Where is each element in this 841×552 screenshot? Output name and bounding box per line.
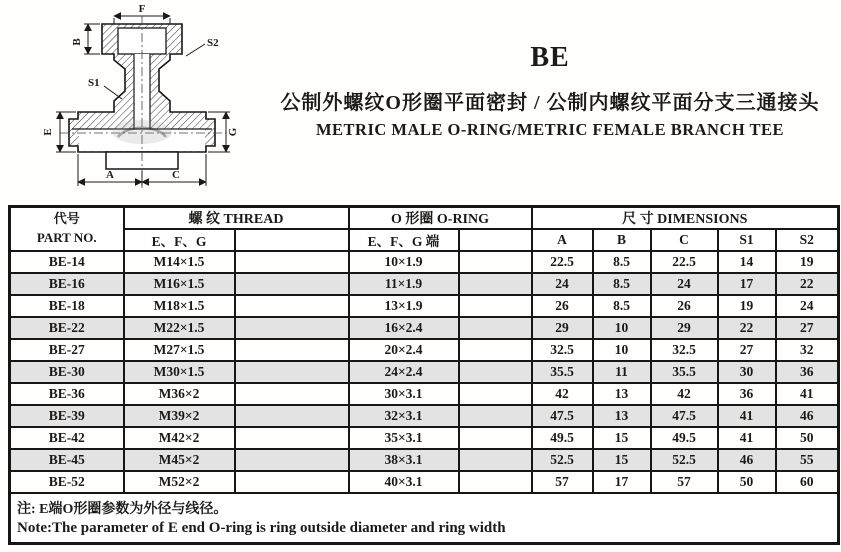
dim-b	[84, 24, 100, 54]
oring-cell-blank	[459, 427, 532, 449]
dim-c-cell: 49.5	[651, 427, 718, 449]
oring-cell-blank	[459, 295, 532, 317]
thread-cell: M45×2	[124, 449, 235, 471]
dim-s1-cell: 46	[718, 449, 776, 471]
header-thread-sub: E、F、G	[124, 229, 235, 251]
dim-label-c: C	[172, 169, 180, 181]
dim-a-cell: 24	[532, 273, 593, 295]
dim-s2-cell: 22	[776, 273, 839, 295]
dim-b-cell: 13	[593, 383, 651, 405]
table-row	[10, 449, 839, 471]
oring-cell-blank	[459, 405, 532, 427]
thread-cell-blank	[235, 339, 349, 361]
dim-label-e: E	[42, 128, 54, 136]
header-oring-group: O 形圈 O-RING	[349, 207, 532, 230]
header-dim-c: C	[651, 229, 718, 251]
dim-s2-cell: 27	[776, 317, 839, 339]
part-no-cell: BE-22	[10, 317, 124, 339]
part-no-cell: BE-18	[10, 295, 124, 317]
oring-cell: 35×3.1	[349, 427, 459, 449]
dim-c-cell: 42	[651, 383, 718, 405]
thread-cell: M27×1.5	[124, 339, 235, 361]
dim-b-cell: 15	[593, 427, 651, 449]
dim-label-b: B	[71, 38, 83, 46]
oring-cell: 10×1.9	[349, 251, 459, 273]
oring-cell-blank	[459, 361, 532, 383]
table-row	[10, 273, 839, 295]
series-code: BE	[530, 42, 570, 73]
dim-label-g: G	[227, 127, 239, 137]
table-row	[10, 471, 839, 493]
thread-cell-blank	[235, 449, 349, 471]
dim-s2-cell: 60	[776, 471, 839, 493]
oring-cell: 11×1.9	[349, 273, 459, 295]
part-no-cell: BE-36	[10, 383, 124, 405]
header-dim-a: A	[532, 229, 593, 251]
part-no-cell: BE-14	[10, 251, 124, 273]
table-row	[10, 295, 839, 317]
dim-a-cell: 32.5	[532, 339, 593, 361]
note-english: Note:The parameter of E end O-ring is ring outside diameter and ring width	[17, 520, 506, 536]
dim-s1-cell: 27	[718, 339, 776, 361]
dim-b-cell: 17	[593, 471, 651, 493]
subtitle-chinese: 公制外螺纹O形圈平面密封 / 公制内螺纹平面分支三通接头	[280, 92, 820, 114]
dim-label-f: F	[138, 3, 146, 15]
dim-b-cell: 10	[593, 317, 651, 339]
thread-cell: M22×1.5	[124, 317, 235, 339]
title-block	[270, 42, 830, 140]
part-no-cell: BE-30	[10, 361, 124, 383]
thread-cell-blank	[235, 273, 349, 295]
s2-leader	[186, 44, 205, 56]
dim-c-cell: 24	[651, 273, 718, 295]
header-dimensions-group: 尺 寸 DIMENSIONS	[532, 207, 839, 230]
dim-b-cell: 8.5	[593, 273, 651, 295]
dim-a-cell: 49.5	[532, 427, 593, 449]
header-oring-sub: E、F、G 端	[349, 229, 459, 251]
oring-cell-blank	[459, 339, 532, 361]
part-no-cell: BE-52	[10, 471, 124, 493]
dim-s2-cell: 19	[776, 251, 839, 273]
s1-leader	[104, 86, 122, 99]
dim-s1-cell: 30	[718, 361, 776, 383]
dim-label-s2: S2	[207, 37, 219, 49]
thread-cell-blank	[235, 471, 349, 493]
dim-a-cell: 52.5	[532, 449, 593, 471]
dim-c-cell: 26	[651, 295, 718, 317]
thread-cell-blank	[235, 295, 349, 317]
dim-s2-cell: 36	[776, 361, 839, 383]
dim-c-cell: 29	[651, 317, 718, 339]
dim-c-cell: 57	[651, 471, 718, 493]
table-row	[10, 361, 839, 383]
thread-cell: M52×2	[124, 471, 235, 493]
oring-cell-blank	[459, 251, 532, 273]
dim-b-cell: 13	[593, 405, 651, 427]
thread-cell: M16×1.5	[124, 273, 235, 295]
table-row	[10, 405, 839, 427]
dim-a-cell: 35.5	[532, 361, 593, 383]
header-thread-sub-2	[235, 229, 349, 251]
subtitle-english: METRIC MALE O-RING/METRIC FEMALE BRANCH TEE	[315, 120, 785, 139]
dim-label-s1: S1	[88, 77, 100, 89]
dim-a-cell: 57	[532, 471, 593, 493]
oring-cell: 40×3.1	[349, 471, 459, 493]
dim-s1-cell: 19	[718, 295, 776, 317]
oring-cell: 32×3.1	[349, 405, 459, 427]
thread-cell: M18×1.5	[124, 295, 235, 317]
dim-s1-cell: 41	[718, 405, 776, 427]
oring-cell: 30×3.1	[349, 383, 459, 405]
table-row	[10, 427, 839, 449]
table-row	[10, 339, 839, 361]
dim-c-cell: 32.5	[651, 339, 718, 361]
note-chinese: 注: E端O形圈参数为外径与线径。	[17, 502, 228, 517]
dim-s1-cell: 41	[718, 427, 776, 449]
thread-cell-blank	[235, 383, 349, 405]
dim-b-cell: 11	[593, 361, 651, 383]
thread-cell: M39×2	[124, 405, 235, 427]
dim-b-cell: 8.5	[593, 251, 651, 273]
part-no-cell: BE-16	[10, 273, 124, 295]
dim-c-cell: 52.5	[651, 449, 718, 471]
oring-cell-blank	[459, 449, 532, 471]
oring-cell-blank	[459, 317, 532, 339]
header-oring-sub-2	[459, 229, 532, 251]
dim-b-cell: 10	[593, 339, 651, 361]
spec-table-wrap	[8, 205, 840, 545]
dim-s2-cell: 24	[776, 295, 839, 317]
header-part-no-en: PART NO.	[36, 230, 97, 245]
header-part-no-zh: 代号	[53, 211, 80, 227]
dim-a-cell: 47.5	[532, 405, 593, 427]
part-no-cell: BE-39	[10, 405, 124, 427]
oring-cell: 16×2.4	[349, 317, 459, 339]
oring-cell: 24×2.4	[349, 361, 459, 383]
header-dim-b: B	[593, 229, 651, 251]
dim-c-cell: 35.5	[651, 361, 718, 383]
oring-cell-blank	[459, 383, 532, 405]
part-no-cell: BE-45	[10, 449, 124, 471]
thread-cell: M30×1.5	[124, 361, 235, 383]
dim-a-cell: 22.5	[532, 251, 593, 273]
dim-s1-cell: 22	[718, 317, 776, 339]
thread-cell-blank	[235, 427, 349, 449]
dim-a-cell: 26	[532, 295, 593, 317]
dim-a-cell: 42	[532, 383, 593, 405]
part-no-cell: BE-42	[10, 427, 124, 449]
dim-b-cell: 15	[593, 449, 651, 471]
thread-cell-blank	[235, 405, 349, 427]
part-no-cell: BE-27	[10, 339, 124, 361]
dim-s2-cell: 55	[776, 449, 839, 471]
dim-c-cell: 47.5	[651, 405, 718, 427]
thread-cell: M14×1.5	[124, 251, 235, 273]
thread-cell-blank	[235, 251, 349, 273]
oring-cell-blank	[459, 471, 532, 493]
table-row	[10, 383, 839, 405]
header-thread-group: 螺 纹 THREAD	[124, 207, 349, 230]
table-row	[10, 251, 839, 273]
header-dim-s2: S2	[776, 229, 839, 251]
header-part-no	[10, 207, 124, 252]
table-row	[10, 317, 839, 339]
dim-c-cell: 22.5	[651, 251, 718, 273]
dim-label-a: A	[106, 169, 114, 181]
dim-a-cell: 29	[532, 317, 593, 339]
stamp-watermark	[112, 120, 172, 144]
note-cell	[10, 493, 839, 544]
dim-s1-cell: 36	[718, 383, 776, 405]
fitting-drawing	[36, 2, 271, 200]
header-dim-s1: S1	[718, 229, 776, 251]
dim-s1-cell: 17	[718, 273, 776, 295]
dim-s1-cell: 14	[718, 251, 776, 273]
spec-table	[8, 205, 840, 545]
dim-s1-cell: 50	[718, 471, 776, 493]
thread-cell-blank	[235, 361, 349, 383]
note-row	[10, 493, 839, 544]
dim-s2-cell: 32	[776, 339, 839, 361]
oring-cell: 13×1.9	[349, 295, 459, 317]
dim-s2-cell: 46	[776, 405, 839, 427]
dim-s2-cell: 41	[776, 383, 839, 405]
thread-cell-blank	[235, 317, 349, 339]
oring-cell-blank	[459, 273, 532, 295]
oring-cell: 38×3.1	[349, 449, 459, 471]
dim-s2-cell: 50	[776, 427, 839, 449]
oring-cell: 20×2.4	[349, 339, 459, 361]
thread-cell: M42×2	[124, 427, 235, 449]
thread-cell: M36×2	[124, 383, 235, 405]
dim-b-cell: 8.5	[593, 295, 651, 317]
